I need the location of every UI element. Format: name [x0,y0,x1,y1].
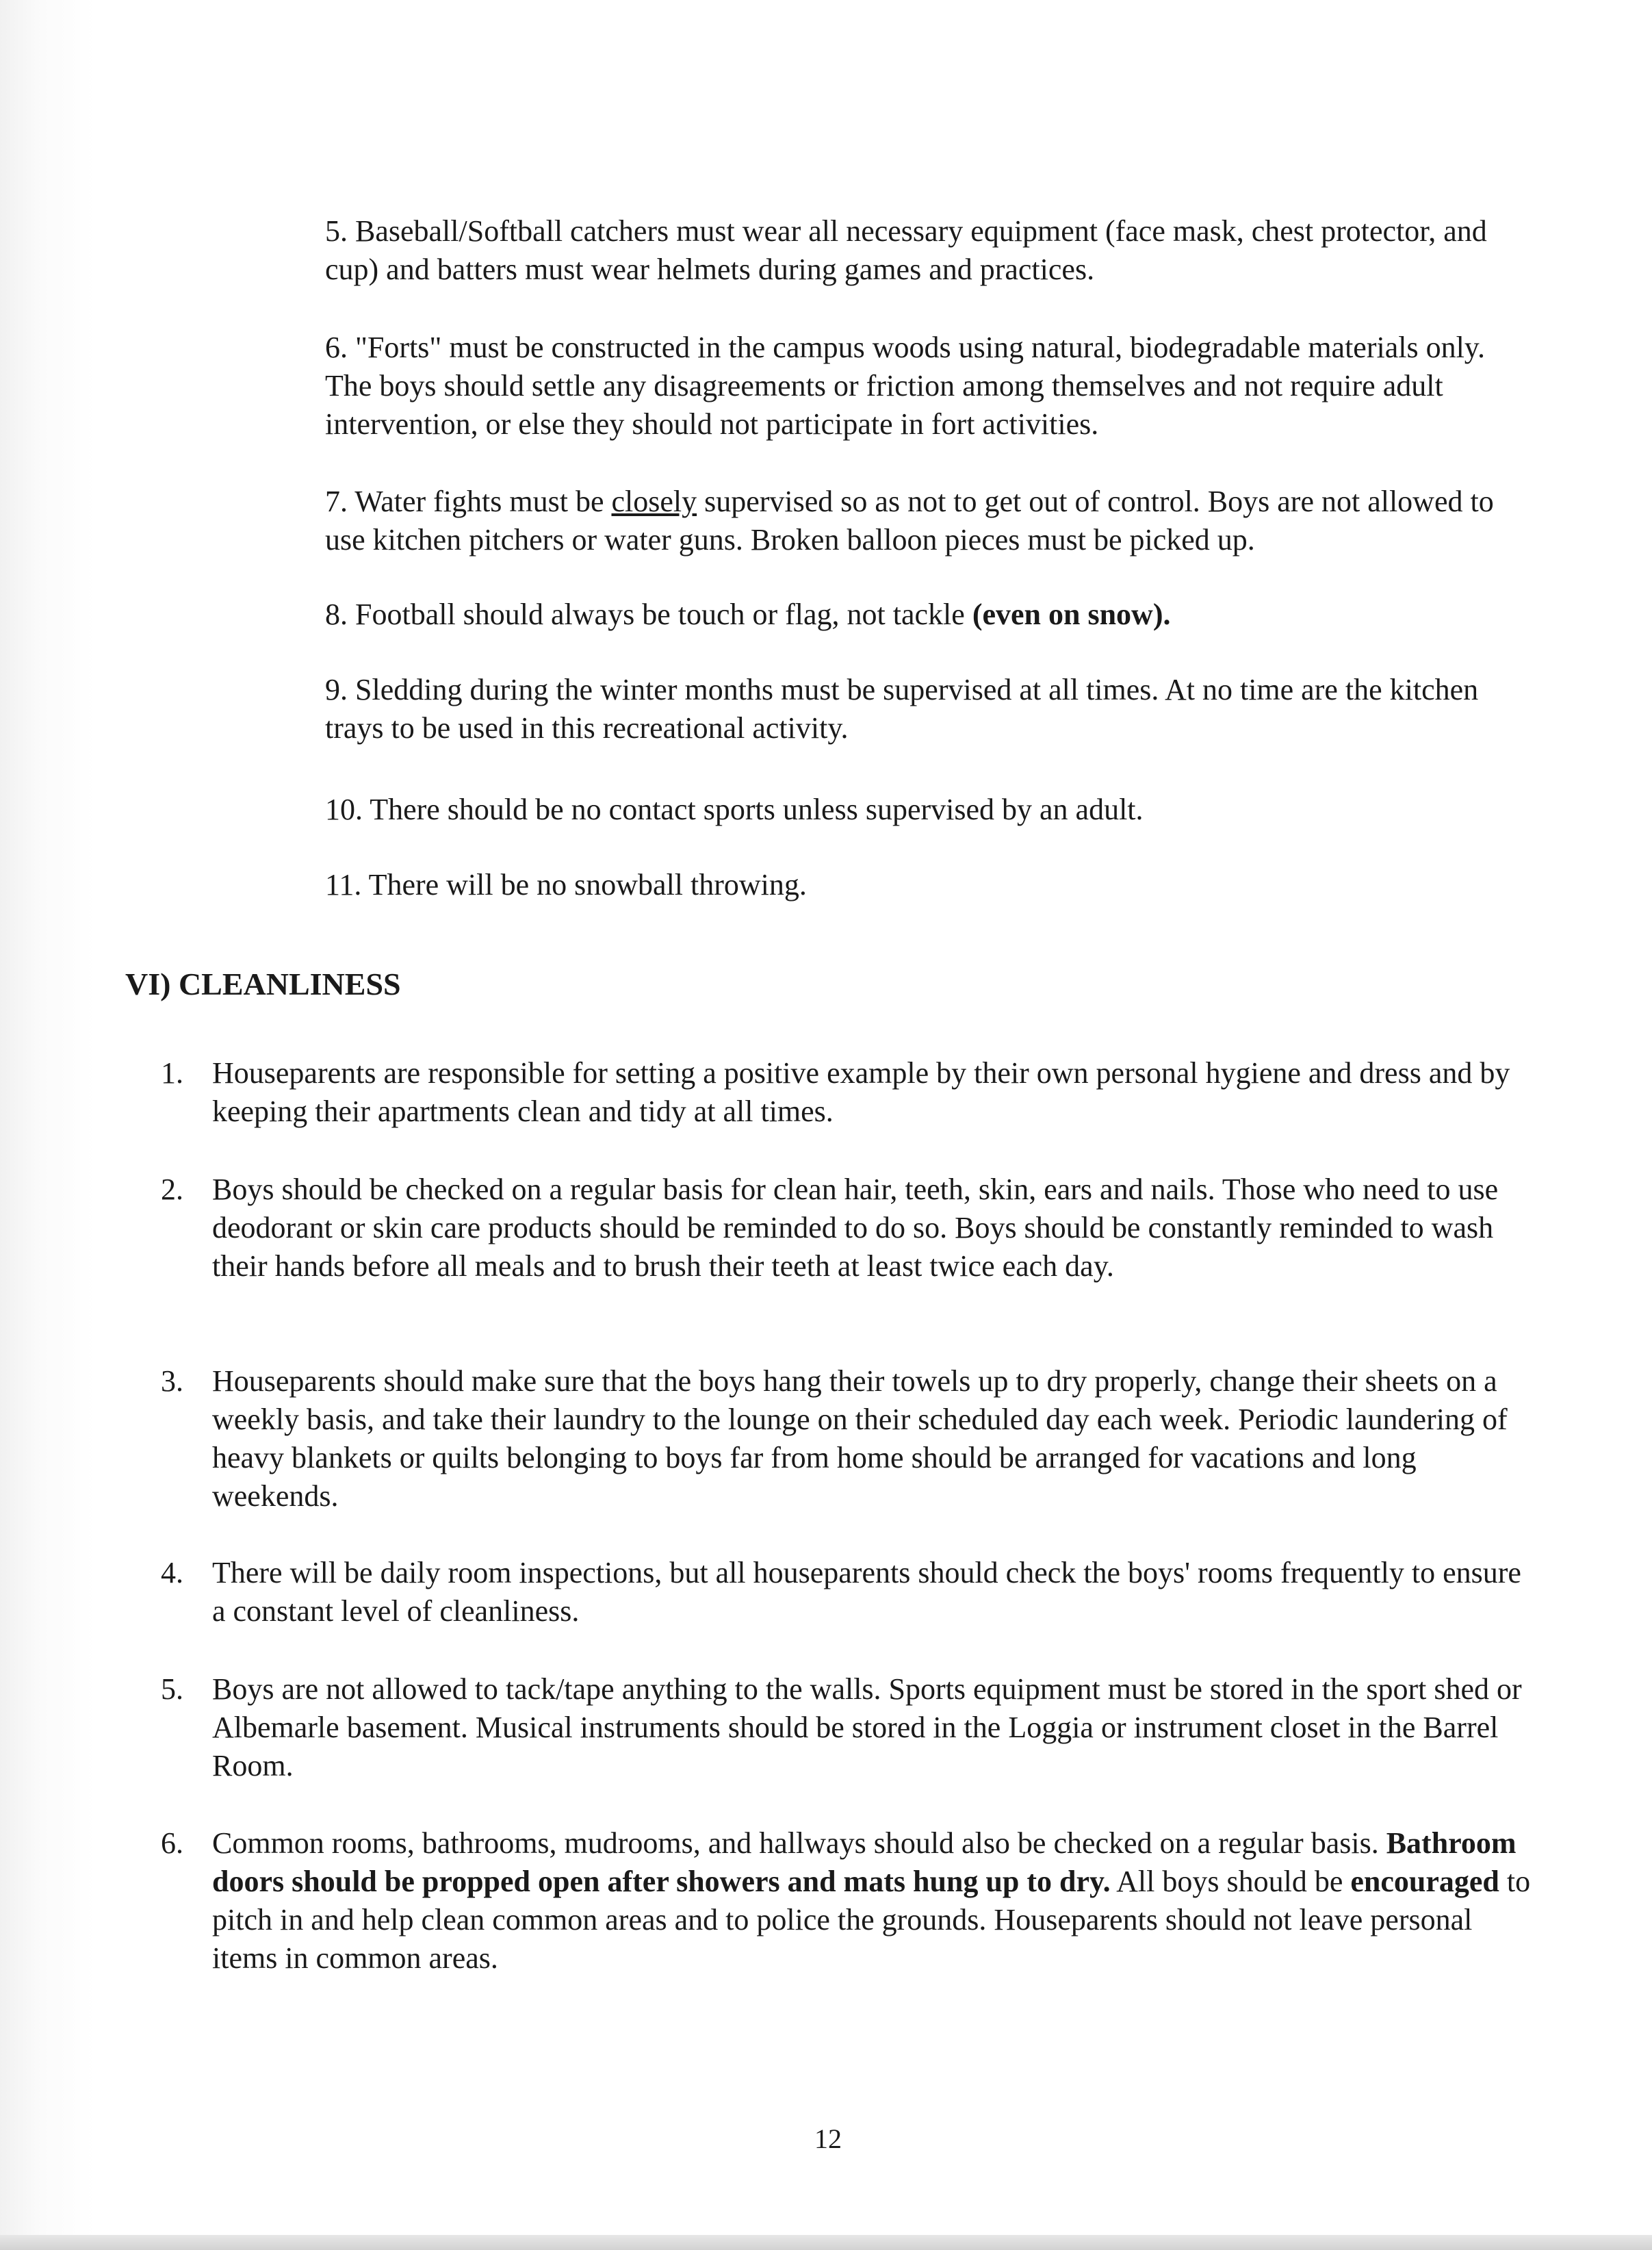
bold-phrase: Bathroom doors should be propped open after showers and mats hung up to dry. [212,1826,1517,1898]
underlined-word: closely [611,485,697,518]
item-text: Common rooms, bathrooms, mudrooms, and hallways should also be checked on a regular basis. Bathroom doors should be propped open after showers and mats hung up to dry. All boys should be encouraged to pitch in and help clean common areas and to police the grounds. Houseparents should not leave personal items in common areas. [212,1826,1531,1975]
item-number: 3. [161,1364,183,1398]
item-number: 4. [161,1556,183,1589]
item-number: 5. [161,1672,183,1706]
scan-bottom-edge [0,2235,1652,2250]
rule-6: 6. "Forts" must be constructed in the campus woods using natural, biodegradable materials only. The boys should settle any disagreements or friction among themselves and not require adult intervention, or else they should not participate in fort activities. [325,331,1485,441]
item-text: Houseparents are responsible for setting a positive example by their own personal hygiene and dress and by keeping their apartments clean and tidy at all times. [212,1056,1510,1128]
bold-word: encouraged [1350,1865,1499,1898]
item-text: Houseparents should make sure that the boys hang their towels up to dry properly, change their sheets on a weekly basis, and take their laundry to the lounge on their scheduled day each week. Periodic laundering of heavy blankets or quilts belonging to boys far from home should be arranged for vacations and long weekends. [212,1364,1508,1513]
rule-7: 7. Water fights must be closely supervised so as not to get out of control. Boys are not allowed to use kitchen pitchers or water guns. Broken balloon pieces must be picked up. [325,485,1494,557]
item-number: 2. [161,1173,183,1206]
bold-phrase: (even on snow). [972,598,1171,631]
item-text: Boys are not allowed to tack/tape anything to the walls. Sports equipment must be stored in the sport shed or Albemarle basement. Musical instruments should be stored in the Loggia or instrument closet in the Barrel Room. [212,1672,1522,1782]
page-number: 12 [814,2123,842,2154]
item-text: Boys should be checked on a regular basis for clean hair, teeth, skin, ears and nails. Those who need to use deodorant or skin care products should be reminded to do so. Boys should be constantly reminded to wash their hands before all meals and to brush their teeth at least twice each day. [212,1173,1499,1283]
rule-10: 10. There should be no contact sports unless supervised by an adult. [325,793,1144,826]
rule-5: 5. Baseball/Softball catchers must wear all necessary equipment (face mask, chest protector, and cup) and batters must wear helmets during games and practices. [325,214,1487,286]
item-number: 6. [161,1826,183,1860]
item-text: There will be daily room inspections, but all houseparents should check the boys' rooms frequently to ensure a constant level of cleanliness. [212,1556,1521,1628]
rule-9: 9. Sledding during the winter months must be supervised at all times. At no time are the kitchen trays to be used in this recreational activity. [325,673,1479,745]
section-heading: VI) CLEANLINESS [125,967,401,1001]
rule-11: 11. There will be no snowball throwing. [325,868,807,902]
item-number: 1. [161,1056,183,1090]
rule-8: 8. Football should always be touch or flag, not tackle (even on snow). [325,598,1171,631]
